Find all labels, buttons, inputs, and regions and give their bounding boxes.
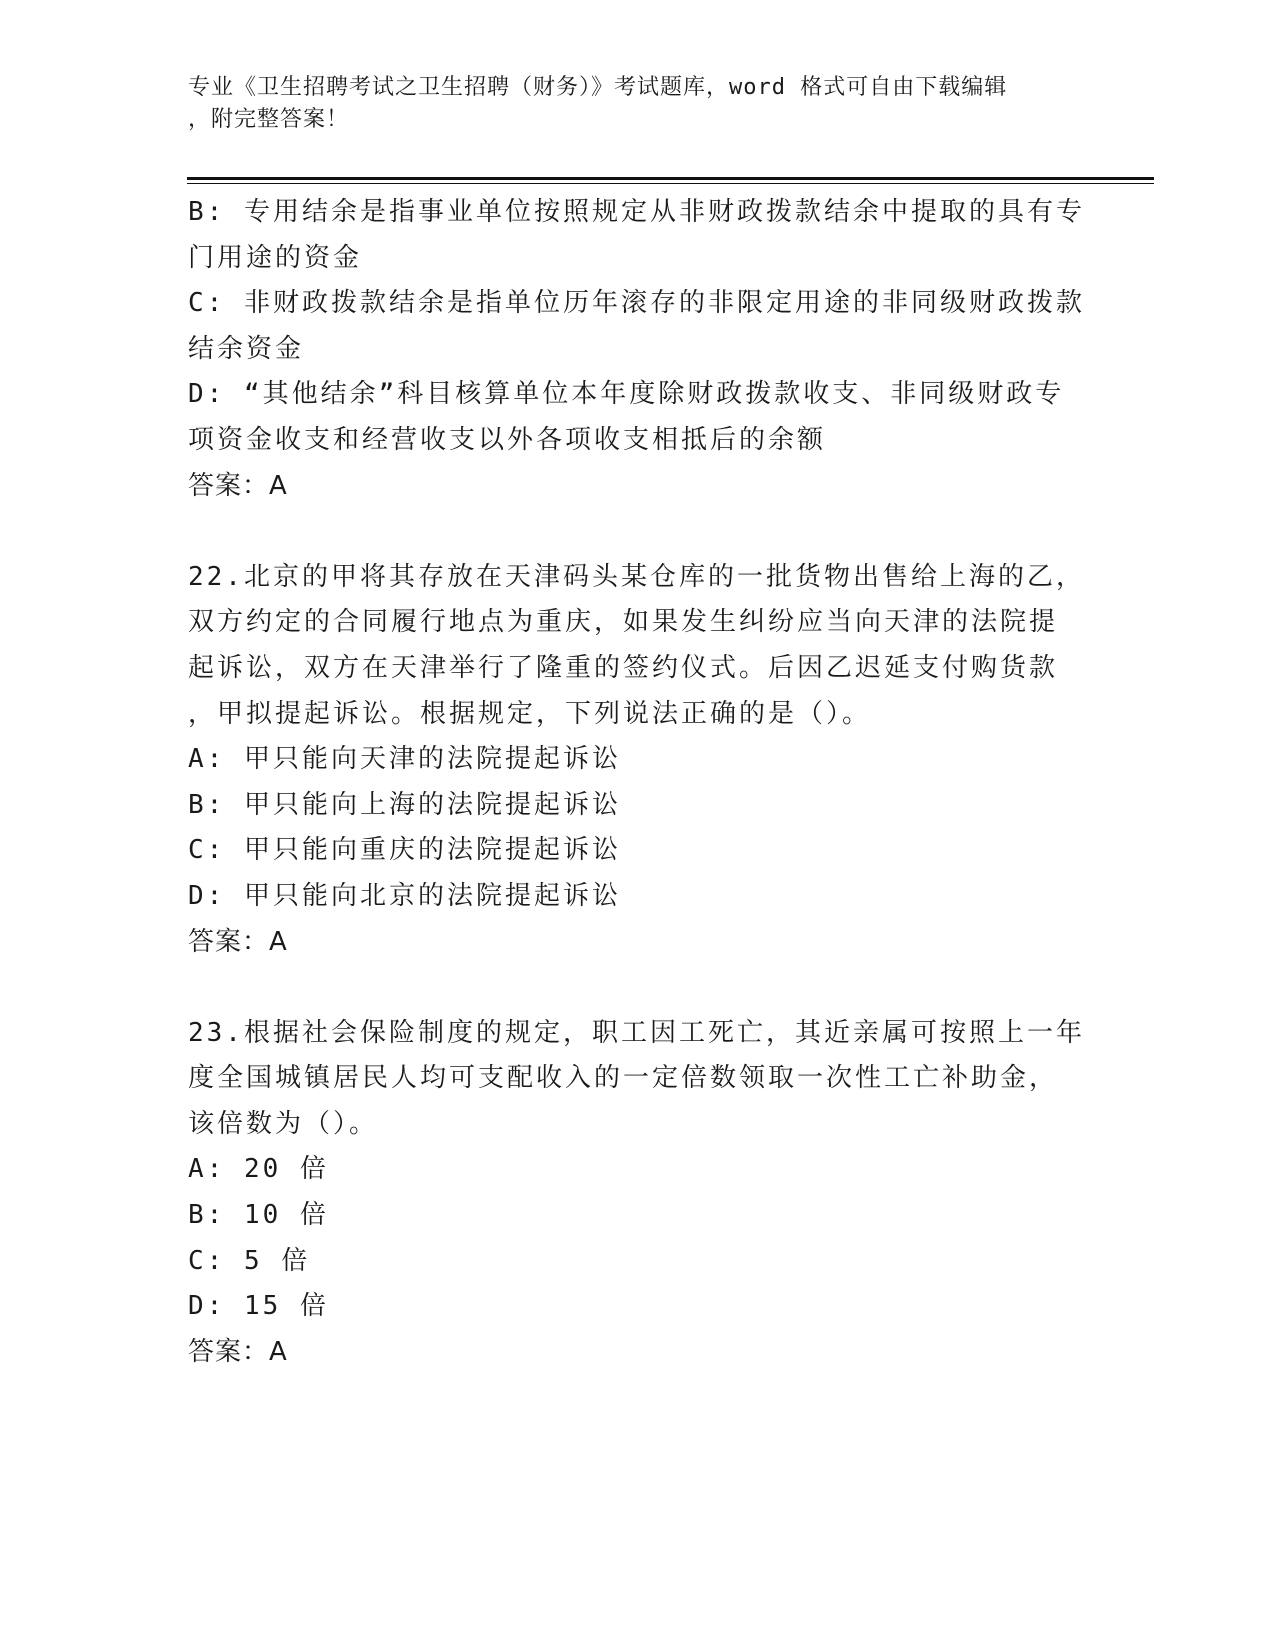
question-23 [188, 1011, 1088, 1376]
header-rule-thin [187, 183, 1154, 184]
option-a: A: 20 倍 [188, 1154, 329, 1185]
option-a: A: 甲只能向天津的法院提起诉讼 [188, 744, 621, 775]
question-stem-line-2: 度全国城镇居民人均可支配收入的一定倍数领取一次性工亡补助金， [188, 1063, 1059, 1094]
question-21-tail [188, 190, 1088, 509]
document-header [188, 72, 1068, 136]
option-d-line-1: D: “其他结余”科目核算单位本年度除财政拨款收支、非同级财政专 [188, 379, 1065, 410]
option-b-line-2: 门用途的资金 [188, 242, 363, 273]
question-stem-line-2: 双方约定的合同履行地点为重庆，如果发生纠纷应当向天津的法院提 [188, 607, 1059, 638]
option-b-line-1: B: 专用结余是指事业单位按照规定从非财政拨款结余中提取的具有专 [188, 197, 1085, 227]
option-c: C: 5 倍 [188, 1245, 311, 1276]
question-content [188, 190, 1088, 1375]
option-d: D: 15 倍 [188, 1291, 329, 1322]
option-c-line-1: C: 非财政拨款结余是指单位历年滚存的非限定用途的非同级财政拨款 [188, 288, 1085, 319]
option-d: D: 甲只能向北京的法院提起诉讼 [188, 880, 621, 911]
question-stem-line-1: 23.根据社会保险制度的规定，职工因工死亡，其近亲属可按照上一年 [188, 1017, 1085, 1048]
question-22 [188, 555, 1088, 965]
header-title-line-2: ，附完整答案！ [188, 107, 350, 132]
option-b: B: 甲只能向上海的法院提起诉讼 [188, 789, 621, 820]
answer-label: 答案：A [188, 926, 288, 957]
answer-label: 答案：A [188, 470, 288, 501]
question-stem-line-3: 该倍数为（）。 [188, 1108, 379, 1139]
header-rule-thick [187, 177, 1154, 180]
option-c-line-2: 结余资金 [188, 333, 305, 364]
option-c: C: 甲只能向重庆的法院提起诉讼 [188, 835, 621, 866]
question-stem-line-1: 22.北京的甲将其存放在天津码头某仓库的一批货物出售给上海的乙， [188, 561, 1085, 592]
question-stem-line-4: ，甲拟提起诉讼。根据规定，下列说法正确的是（）。 [188, 698, 872, 729]
header-title-line-1: 专业《卫生招聘考试之卫生招聘（财务）》考试题库，word 格式可自由下载编辑 [188, 75, 1008, 100]
option-d-line-2: 项资金收支和经营收支以外各项收支相抵后的余额 [188, 424, 827, 455]
question-spacer [188, 509, 1088, 555]
question-spacer [188, 965, 1088, 1011]
question-stem-line-3: 起诉讼，双方在天津举行了隆重的签约仪式。后因乙迟延支付购货款 [188, 652, 1059, 683]
answer-label: 答案：A [188, 1336, 288, 1367]
option-b: B: 10 倍 [188, 1200, 329, 1231]
